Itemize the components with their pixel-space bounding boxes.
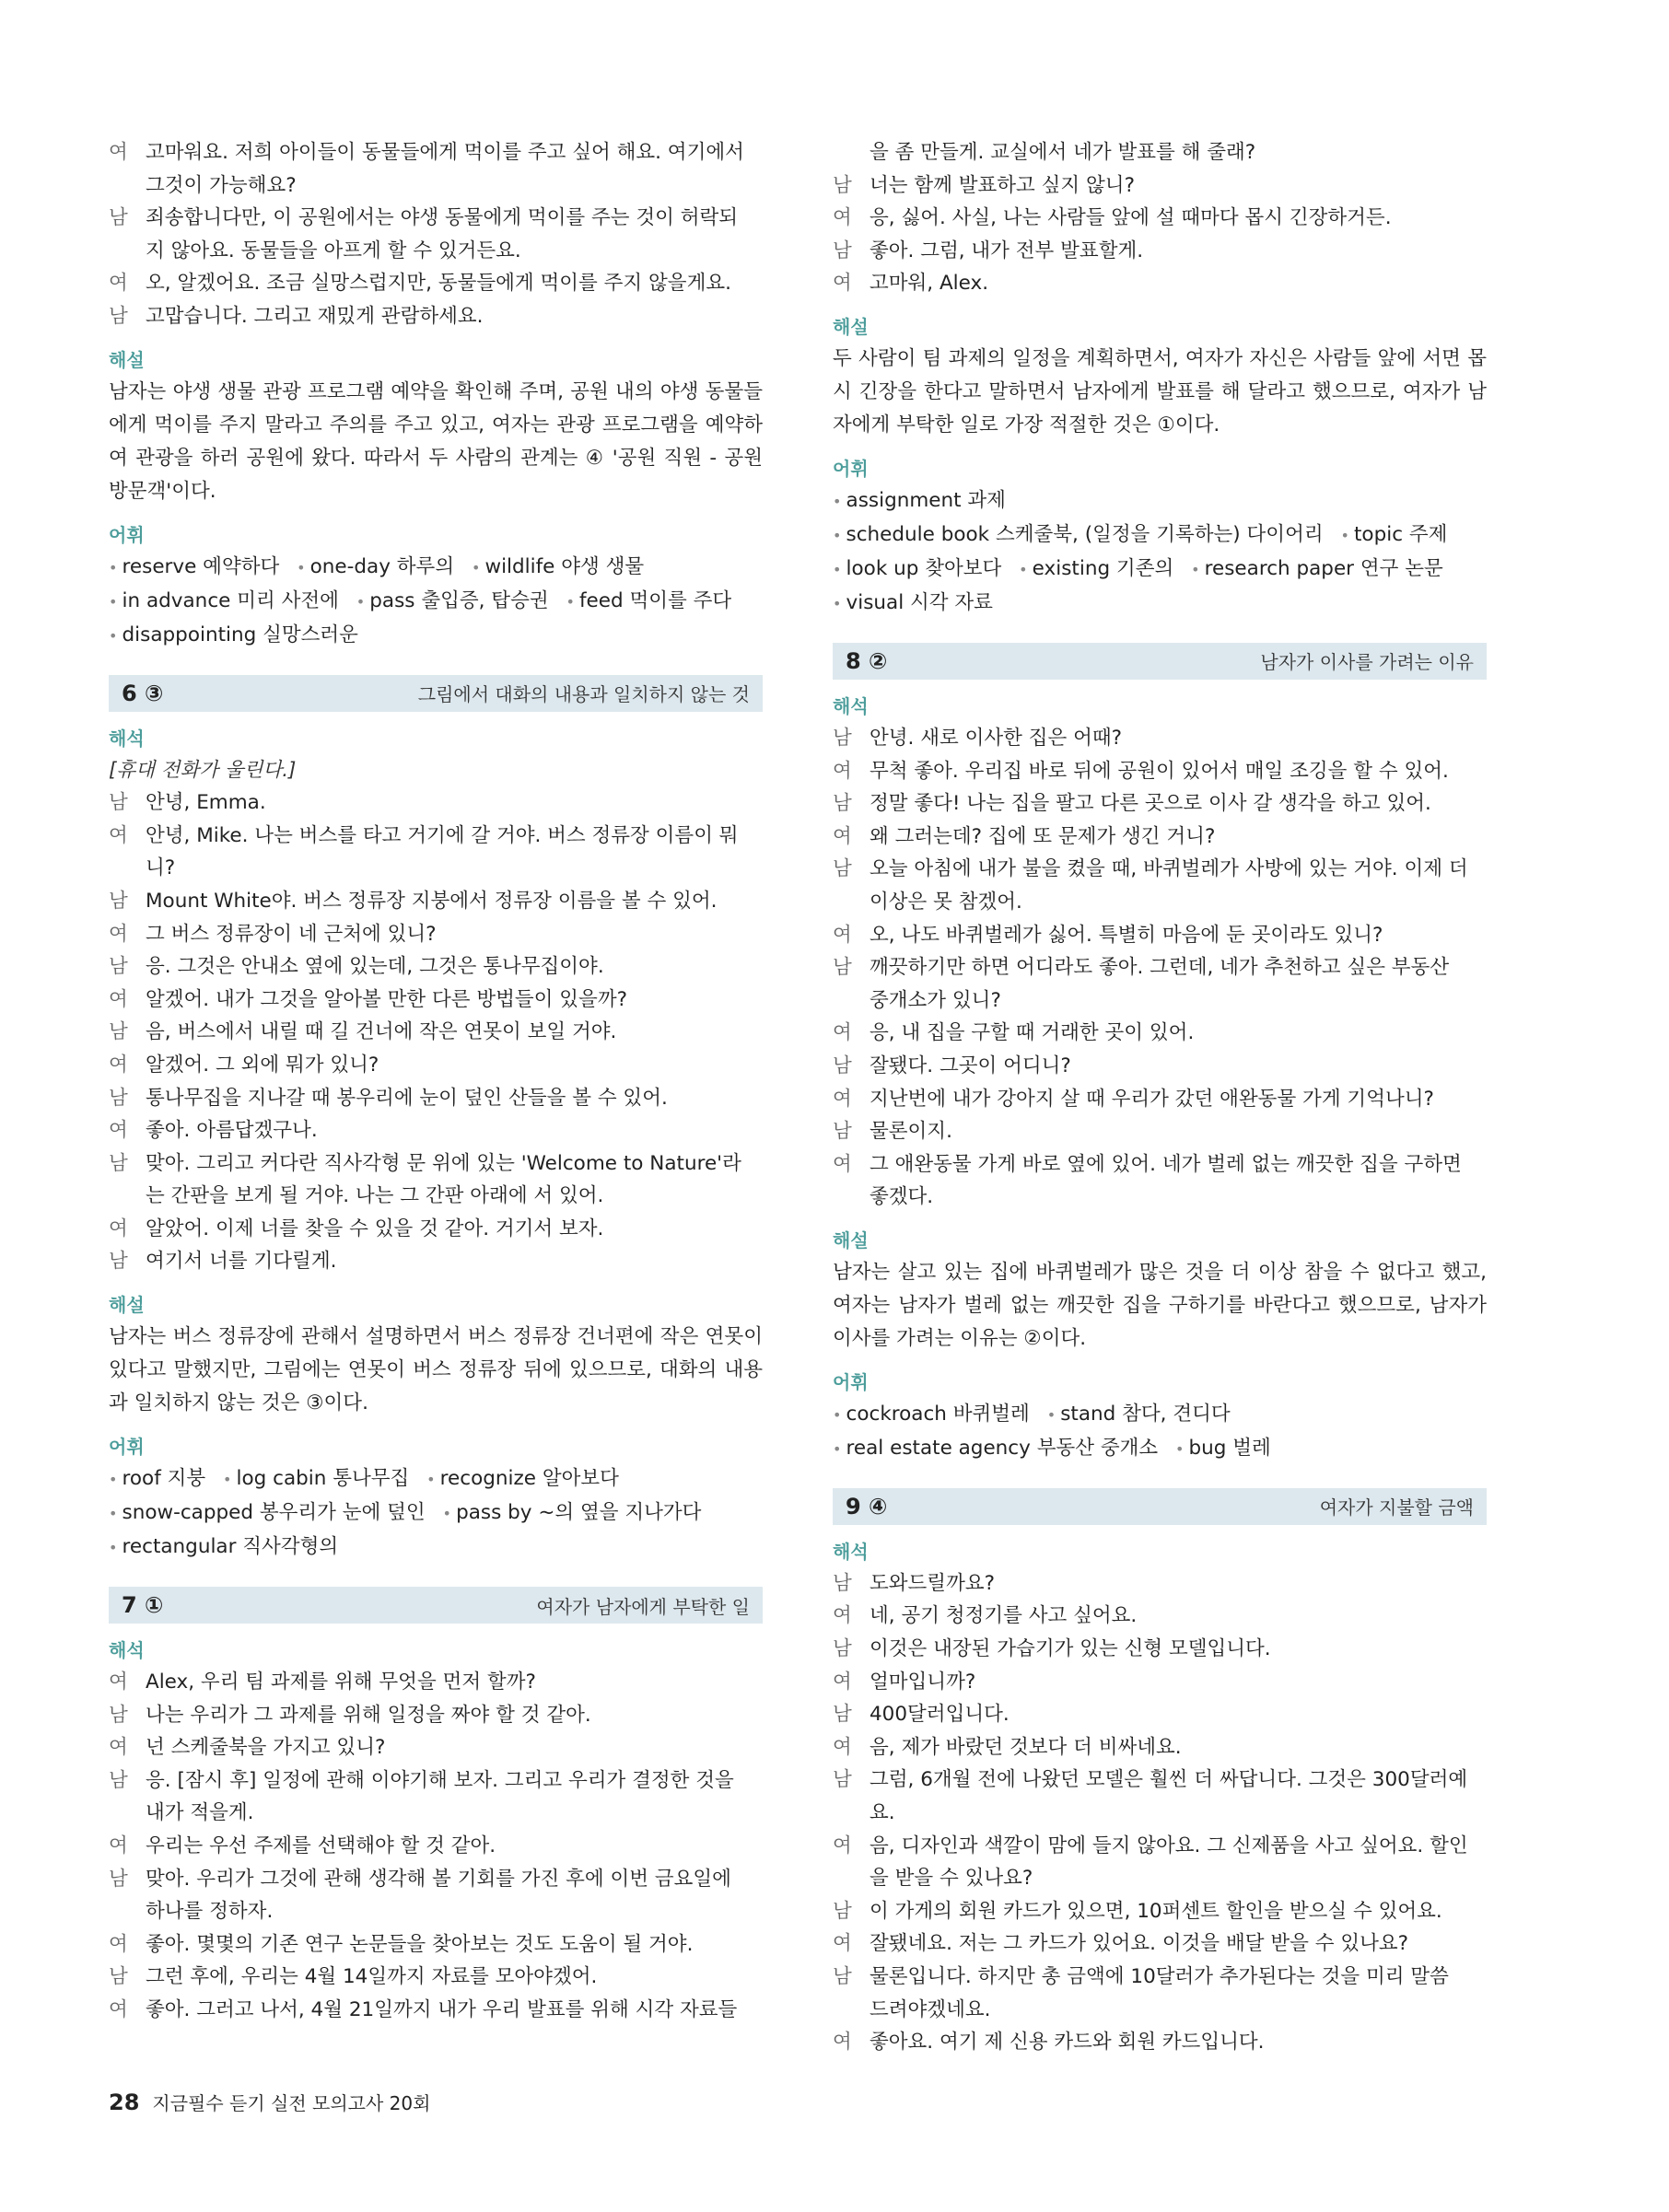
q7-explanation: 두 사람이 팀 과제의 일정을 계획하면서, 여자가 자신은 사람들 앞에 서면 몹시 긴장을 한다고 말하면서 남자에게 발표를 해 달라고 했으므로, 여자가 남자에게 부탁한 일로 가장 적절한 것은 ①이다. <box>833 346 1487 437</box>
q8-vocab-label: 어휘 <box>833 1370 869 1393</box>
utterance-text: 오, 알겠어요. 조금 실망스럽지만, 동물들에게 먹이를 주지 않을게요. <box>146 272 731 296</box>
utterance-text: 지난번에 내가 강아지 살 때 우리가 갔던 애완동물 가게 기억나니? <box>870 1087 1434 1111</box>
dialogue-line <box>109 1764 763 1798</box>
q9-header <box>833 1488 1487 1525</box>
utterance-continuation: 드려야겠네요. <box>870 1997 991 2021</box>
vocab-item: • pass 출입증, 탑승권 <box>356 589 549 612</box>
right-column <box>833 136 1487 2059</box>
q6-stage-note: [휴대 전화가 울린다.] <box>109 758 297 782</box>
q6-number: 6 ③ <box>122 680 164 706</box>
utterance-text: Mount White야. 버스 정류장 지붕에서 정류장 이름을 볼 수 있어. <box>146 889 718 913</box>
dialogue-line <box>833 2026 1487 2059</box>
dialogue-line <box>833 1050 1487 1083</box>
dialogue-line <box>833 1600 1487 1633</box>
speaker-label: 여 <box>833 923 852 947</box>
page-footer <box>109 2089 430 2115</box>
utterance-text: 이것은 내장된 가습기가 있는 신형 모델입니다. <box>870 1637 1271 1661</box>
dialogue-line <box>833 919 1487 952</box>
q5-vocab-label: 어휘 <box>109 523 145 546</box>
speaker-label: 남 <box>109 1768 128 1792</box>
q7-explanation-label: 해설 <box>833 315 869 338</box>
speaker-label: 남 <box>109 955 128 979</box>
speaker-label: 남 <box>109 889 128 913</box>
dialogue-line <box>833 1961 1487 1994</box>
speaker-label: 남 <box>109 304 128 328</box>
utterance-text: 넌 스케줄북을 가지고 있니? <box>146 1736 386 1760</box>
q9-number: 9 ④ <box>846 1493 888 1519</box>
utterance-text: 이 가게의 회원 카드가 있으면, 10퍼센트 할인을 받으실 수 있어요. <box>870 1899 1442 1923</box>
dialogue-line <box>109 1830 763 1863</box>
speaker-label: 여 <box>833 272 852 296</box>
utterance-text: 무척 좋아. 우리집 바로 뒤에 공원이 있어서 매일 조깅을 할 수 있어. <box>870 759 1449 783</box>
q8-explanation-label: 해설 <box>833 1228 869 1252</box>
dialogue-line <box>833 1830 1487 1863</box>
utterance-text: 죄송합니다만, 이 공원에서는 야생 동물에게 먹이를 주는 것이 허락되 <box>146 206 739 230</box>
q7-translation-label: 해석 <box>109 1639 145 1662</box>
utterance-continuation: 이상은 못 참겠어. <box>870 890 1022 914</box>
speaker-label: 남 <box>833 1768 852 1792</box>
utterance-text: 고맙습니다. 그리고 재밌게 관람하세요. <box>146 304 484 328</box>
dialogue-line <box>833 1633 1487 1666</box>
speaker-label: 남 <box>109 1867 128 1891</box>
utterance-text: 음, 버스에서 내릴 때 길 건너에 작은 연못이 보일 거야. <box>146 1020 617 1044</box>
vocab-item: • cockroach 바퀴벌레 <box>833 1403 1030 1426</box>
dialogue-line <box>833 1731 1487 1764</box>
vocab-item: • visual 시각 자료 <box>833 591 993 614</box>
q8-explanation: 남자는 살고 있는 집에 바퀴벌레가 많은 것을 더 이상 참을 수 없다고 했고, 여자는 남자가 벌레 없는 깨끗한 집을 구하기를 바란다고 했으므로, 남자가 이사를 가려는 이유는 ②이다. <box>833 1260 1487 1350</box>
dialogue-line <box>109 267 763 300</box>
vocab-item: • rectangular 직사각형의 <box>109 1535 338 1558</box>
vocab-item: • in advance 미리 사전에 <box>109 589 339 612</box>
dialogue-line <box>109 202 763 235</box>
dialogue-line <box>109 1147 763 1181</box>
dialogue-line <box>109 820 763 885</box>
q8-topic: 남자가 이사를 가려는 이유 <box>1260 651 1474 674</box>
utterance-text: 응, 내 집을 구할 때 거래한 곳이 있어. <box>870 1021 1195 1045</box>
utterance-text: 나는 우리가 그 과제를 위해 일정을 짜야 할 것 같아. <box>146 1703 591 1727</box>
utterance-continuation: 하나를 정하자. <box>146 1900 274 1924</box>
speaker-label: 남 <box>833 792 852 816</box>
utterance-text: 좋아. 아름답겠구나. <box>146 1119 318 1143</box>
book-title: 지금필수 듣기 실전 모의고사 20회 <box>152 2092 431 2114</box>
q8-number: 8 ② <box>846 647 888 674</box>
dialogue-line <box>833 235 1487 268</box>
vocab-item: • real estate agency 부동산 중개소 <box>833 1437 1158 1460</box>
dialogue-line <box>109 1731 763 1764</box>
utterance-text: 알겠어. 그 외에 뭐가 있니? <box>146 1053 379 1077</box>
q7-vocab-label: 어휘 <box>833 457 869 480</box>
utterance-text: 네, 공기 청정기를 사고 싶어요. <box>870 1604 1138 1628</box>
q7-topic: 여자가 남자에게 부탁한 일 <box>536 1595 750 1618</box>
vocab-item: • feed 먹이를 주다 <box>566 589 731 612</box>
speaker-label: 남 <box>109 1703 128 1727</box>
dialogue-line <box>109 1049 763 1082</box>
utterance-text: 오늘 아침에 내가 불을 켰을 때, 바퀴벌레가 사방에 있는 거야. 이제 더 <box>870 857 1468 881</box>
utterance-text: 깨끗하기만 하면 어디라도 좋아. 그런데, 네가 추천하고 싶은 부동산 <box>870 956 1450 980</box>
speaker-label: 여 <box>109 1932 128 1956</box>
utterance-text: 음, 디자인과 색깔이 맘에 들지 않아요. 그 신제품을 사고 싶어요. 할인 <box>870 1834 1468 1857</box>
utterance-text: 맞아. 그리고 커다란 직사각형 문 위에 있는 'Welcome to Nature'라 <box>146 1151 741 1175</box>
speaker-label: 여 <box>833 1152 852 1176</box>
speaker-label: 여 <box>109 823 128 847</box>
q7-number: 7 ① <box>122 1592 164 1619</box>
vocab-item: • bug 벌레 <box>1175 1437 1271 1460</box>
utterance-text: 좋아. 그러고 나서, 4월 21일까지 내가 우리 발표를 위해 시각 자료들 <box>146 1998 738 2021</box>
dialogue-line <box>833 755 1487 788</box>
utterance-text: Alex, 우리 팀 과제를 위해 무엇을 먼저 할까? <box>146 1671 536 1694</box>
speaker-label: 여 <box>833 759 852 783</box>
dialogue-line <box>833 1148 1487 1182</box>
speaker-label: 여 <box>833 1932 852 1956</box>
q6-vocab <box>109 1462 763 1565</box>
dialogue-line <box>833 169 1487 203</box>
speaker-label: 남 <box>833 1637 852 1661</box>
vocab-item: • roof 지붕 <box>109 1467 205 1490</box>
utterance-text: 정말 좋다! 나는 집을 팔고 다른 곳으로 이사 갈 생각을 하고 있어. <box>870 792 1431 816</box>
utterance-text: 그 애완동물 가게 바로 옆에 있어. 네가 벌레 없는 깨끗한 집을 구하면 <box>870 1152 1462 1176</box>
speaker-label: 남 <box>833 1703 852 1727</box>
q5-vocab <box>109 551 763 653</box>
speaker-label: 여 <box>109 1671 128 1694</box>
q9-topic: 여자가 지불할 금액 <box>1319 1496 1474 1519</box>
speaker-label: 남 <box>833 239 852 262</box>
utterance-text: 고마워요. 저희 아이들이 동물들에게 먹이를 주고 싶어 해요. 여기에서 <box>146 141 744 164</box>
dialogue-line <box>833 1567 1487 1601</box>
dialogue-line <box>109 300 763 333</box>
speaker-label: 여 <box>833 1834 852 1857</box>
utterance-text: 응, 싫어. 사실, 나는 사람들 앞에 설 때마다 몹시 긴장하거든. <box>870 206 1392 230</box>
speaker-label: 여 <box>109 1998 128 2021</box>
dialogue-line <box>833 1115 1487 1148</box>
speaker-label: 여 <box>833 824 852 848</box>
speaker-label: 남 <box>109 1250 128 1274</box>
vocab-item: • reserve 예약하다 <box>109 555 279 578</box>
speaker-label: 남 <box>833 173 852 197</box>
vocab-item: • log cabin 통나무집 <box>223 1467 409 1490</box>
utterance-text: 고마워, Alex. <box>870 272 989 296</box>
utterance-continuation: 내가 적을게. <box>146 1801 254 1825</box>
dialogue-line <box>109 136 763 169</box>
q8-dialogue <box>833 722 1487 1214</box>
dialogue-line <box>109 1666 763 1699</box>
vocab-item: • assignment 과제 <box>833 489 1006 512</box>
speaker-label: 여 <box>109 987 128 1011</box>
speaker-label: 남 <box>109 206 128 230</box>
utterance-text: 오, 나도 바퀴벌레가 싫어. 특별히 마음에 둔 곳이라도 있니? <box>870 923 1383 947</box>
dialogue-line <box>833 1017 1487 1050</box>
dialogue-line <box>109 918 763 951</box>
dialogue-line <box>109 786 763 820</box>
utterance-continuation: 중개소가 있니? <box>870 988 1001 1012</box>
vocab-item: • topic 주제 <box>1340 523 1447 546</box>
dialogue-line <box>109 1245 763 1278</box>
vocab-item: • look up 찾아보다 <box>833 557 1001 580</box>
q6-vocab-label: 어휘 <box>109 1436 145 1459</box>
speaker-label: 남 <box>109 1151 128 1175</box>
speaker-label: 여 <box>109 141 128 164</box>
speaker-label: 여 <box>109 1736 128 1760</box>
utterance-continuation: 그것이 가능해요? <box>146 173 297 197</box>
speaker-label: 여 <box>109 1119 128 1143</box>
speaker-label: 여 <box>833 1670 852 1694</box>
vocab-item: • one-day 하루의 <box>297 555 454 578</box>
speaker-label: 여 <box>109 1217 128 1240</box>
vocab-item: • schedule book 스케줄북, (일정을 기록하는) 다이어리 <box>833 523 1324 546</box>
speaker-label: 남 <box>109 1020 128 1044</box>
q9-translation-label: 해석 <box>833 1540 869 1563</box>
utterance-text: 안녕. 새로 이사한 집은 어때? <box>870 726 1123 750</box>
utterance-text: 얼마입니까? <box>870 1670 976 1694</box>
utterance-continuation: 을 받을 수 있나요? <box>870 1867 1033 1891</box>
utterance-text: 좋아. 몇몇의 기존 연구 논문들을 찾아보는 것도 도움이 될 거야. <box>146 1932 694 1956</box>
dialogue-line <box>833 1666 1487 1699</box>
q7-vocab <box>833 484 1487 621</box>
utterance-text: 통나무집을 지나갈 때 봉우리에 눈이 덮인 산들을 볼 수 있어. <box>146 1086 668 1110</box>
dialogue-line <box>833 951 1487 984</box>
vocab-item: • disappointing 실망스러운 <box>109 623 358 646</box>
speaker-label: 여 <box>833 206 852 230</box>
q9-dialogue <box>833 1567 1487 2059</box>
q6-header <box>109 675 763 712</box>
speaker-label: 남 <box>833 1571 852 1595</box>
dialogue-line <box>833 853 1487 886</box>
dialogue-line <box>109 1863 763 1896</box>
speaker-label: 남 <box>833 1965 852 1988</box>
utterance-text: 도와드릴까요? <box>870 1571 996 1595</box>
vocab-item: • pass by ~의 옆을 지나가다 <box>443 1501 702 1524</box>
utterance-text: 잘됐다. 그곳이 어디니? <box>870 1054 1071 1077</box>
utterance-text: 안녕, Mike. 나는 버스를 타고 거기에 갈 거야. 버스 정류장 이름이 뭐니? <box>146 823 739 880</box>
dialogue-line <box>109 950 763 984</box>
utterance-text: 알았어. 이제 너를 찾을 수 있을 것 같아. 거기서 보자. <box>146 1217 604 1240</box>
vocab-item: • stand 참다, 견디다 <box>1047 1403 1231 1426</box>
dialogue-line <box>833 821 1487 854</box>
dialogue-line <box>109 1016 763 1049</box>
q8-translation-label: 해석 <box>833 694 869 717</box>
q5-dialogue-tail <box>109 136 763 333</box>
utterance-text: 응. [잠시 후] 일정에 관해 이야기해 보자. 그리고 우리가 결정한 것을 <box>146 1768 734 1792</box>
utterance-text: 맞아. 우리가 그것에 관해 생각해 볼 기회를 가진 후에 이번 금요일에 <box>146 1867 731 1891</box>
left-column <box>109 136 763 2027</box>
dialogue-line <box>833 787 1487 821</box>
speaker-label: 남 <box>833 1899 852 1923</box>
vocab-item: • wildlife 야생 생물 <box>472 555 644 578</box>
utterance-text: 400달러입니다. <box>870 1703 1010 1727</box>
dialogue-line <box>109 1961 763 1994</box>
dialogue-line <box>109 1699 763 1732</box>
q6-explanation: 남자는 버스 정류장에 관해서 설명하면서 버스 정류장 건너편에 작은 연못이 있다고 말했지만, 그림에는 연못이 버스 정류장 뒤에 있으므로, 대화의 내용과 일치하지 않는 것은 ③이다. <box>109 1325 763 1415</box>
q6-topic: 그림에서 대화의 내용과 일치하지 않는 것 <box>417 683 750 706</box>
dialogue-line <box>109 1928 763 1962</box>
speaker-label: 남 <box>109 1965 128 1989</box>
utterance-text: 좋아요. 여기 제 신용 카드와 회원 카드입니다. <box>870 2031 1265 2055</box>
speaker-label: 여 <box>833 2031 852 2055</box>
utterance-text: 알겠어. 내가 그것을 알아볼 만한 다른 방법들이 있을까? <box>146 987 628 1011</box>
utterance-continuation: 좋겠다. <box>870 1185 934 1209</box>
utterance-continuation: 는 간판을 보게 될 거야. 나는 그 간판 아래에 서 있어. <box>146 1184 604 1208</box>
q8-header <box>833 643 1487 680</box>
vocab-item: • recognize 알아보다 <box>426 1467 619 1490</box>
q6-translation-label: 해석 <box>109 727 145 750</box>
speaker-label: 남 <box>109 1086 128 1110</box>
utterance-text: 너는 함께 발표하고 싶지 않니? <box>870 173 1135 197</box>
utterance-text: 좋아. 그럼, 내가 전부 발표할게. <box>870 239 1144 262</box>
dialogue-line <box>109 984 763 1017</box>
speaker-label: 남 <box>833 726 852 750</box>
vocab-item: • snow-capped 봉우리가 눈에 덮인 <box>109 1501 426 1524</box>
vocab-item: • existing 기존의 <box>1019 557 1173 580</box>
utterance-text: 응. 그것은 안내소 옆에 있는데, 그것은 통나무집이야. <box>146 955 604 979</box>
dialogue-line <box>833 1895 1487 1928</box>
dialogue-line <box>109 1213 763 1246</box>
speaker-label: 여 <box>109 922 128 946</box>
speaker-label: 여 <box>109 1834 128 1858</box>
speaker-label: 남 <box>833 956 852 980</box>
dialogue-line <box>109 1082 763 1115</box>
speaker-label: 여 <box>833 1021 852 1045</box>
q5-explanation: 남자는 야생 생물 관광 프로그램 예약을 확인해 주며, 공원 내의 야생 동물들에게 먹이를 주지 말라고 주의를 주고 있고, 여자는 관광 프로그램을 예약하여 관광을 하러 공원에 왔다. 따라서 두 사람의 관계는 ④ '공원 직원 - 공원 방문객'이다. <box>109 379 763 503</box>
vocab-item: • research paper 연구 논문 <box>1191 557 1443 580</box>
utterance-text: 여기서 너를 기다릴게. <box>146 1250 337 1274</box>
dialogue-line <box>833 202 1487 235</box>
dialogue-line <box>833 1083 1487 1116</box>
utterance-text: 우리는 우선 주제를 선택해야 할 것 같아. <box>146 1834 496 1858</box>
q7-dialogue <box>109 1666 763 2027</box>
page-number: 28 <box>109 2089 140 2115</box>
speaker-label: 남 <box>833 1054 852 1077</box>
utterance-text: 안녕, Emma. <box>146 791 266 815</box>
dialogue-line <box>833 267 1487 300</box>
speaker-label: 여 <box>833 1735 852 1759</box>
dialogue-line <box>109 885 763 918</box>
utterance-text: 물론이지. <box>870 1120 952 1144</box>
speaker-label: 여 <box>833 1604 852 1628</box>
q6-dialogue <box>109 786 763 1278</box>
speaker-label: 남 <box>109 791 128 815</box>
utterance-text: 잘됐네요. 저는 그 카드가 있어요. 이것을 배달 받을 수 있나요? <box>870 1932 1409 1956</box>
speaker-label: 여 <box>109 272 128 296</box>
utterance-text: 그런 후에, 우리는 4월 14일까지 자료를 모아야겠어. <box>146 1965 598 1989</box>
dialogue-line <box>109 1994 763 2027</box>
q7-header <box>109 1587 763 1624</box>
dialogue-line <box>833 1764 1487 1829</box>
speaker-label: 남 <box>833 857 852 881</box>
utterance-text: 물론입니다. 하지만 총 금액에 10달러가 추가된다는 것을 미리 말씀 <box>870 1965 1449 1988</box>
utterance-text: 그 버스 정류장이 네 근처에 있니? <box>146 922 437 946</box>
utterance-continuation: 지 않아요. 동물들을 아프게 할 수 있거든요. <box>146 239 521 262</box>
dialogue-line <box>109 1114 763 1147</box>
q7-dialogue-continued <box>833 136 1487 300</box>
q6-explanation-label: 해설 <box>109 1294 145 1317</box>
utterance-continuation: 을 좀 만들게. 교실에서 네가 발표를 해 줄래? <box>870 141 1256 164</box>
speaker-label: 여 <box>833 1087 852 1111</box>
speaker-label: 여 <box>109 1053 128 1077</box>
q8-vocab <box>833 1398 1487 1466</box>
utterance-text: 그럼, 6개월 전에 나왔던 모델은 훨씬 더 싸답니다. 그것은 300달러예요. <box>870 1768 1468 1825</box>
speaker-label: 남 <box>833 1120 852 1144</box>
utterance-text: 왜 그러는데? 집에 또 문제가 생긴 거니? <box>870 824 1216 848</box>
dialogue-line <box>833 722 1487 755</box>
dialogue-line <box>833 1698 1487 1731</box>
q5-explanation-label: 해설 <box>109 348 145 371</box>
utterance-text: 음, 제가 바랐던 것보다 더 비싸네요. <box>870 1735 1182 1759</box>
dialogue-line <box>833 1927 1487 1961</box>
